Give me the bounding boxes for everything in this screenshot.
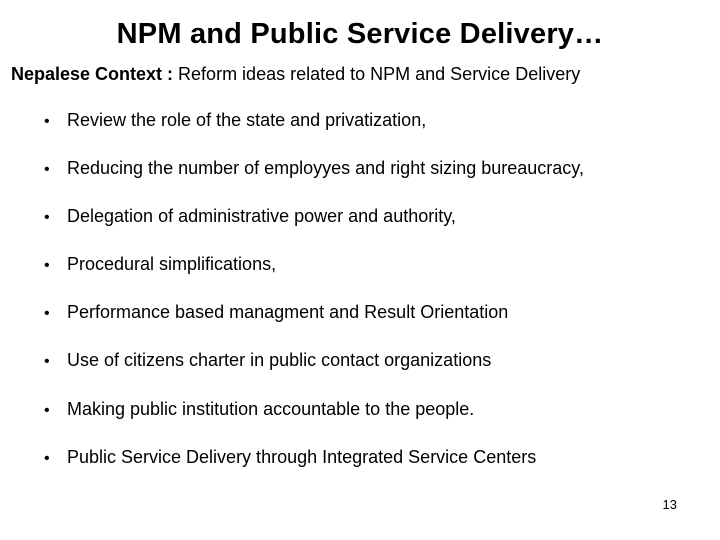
bullet-text: Delegation of administrative power and authority, (67, 206, 456, 227)
bullet-icon: • (44, 113, 50, 130)
bullet-list (44, 108, 584, 493)
bullet-item (44, 204, 584, 252)
bullet-item (44, 108, 584, 156)
bullet-text: Reducing the number of employyes and right sizing bureaucracy, (67, 158, 584, 179)
bullet-icon: • (44, 161, 50, 179)
bullet-text: Performance based managment and Result Orientation (67, 302, 509, 323)
bullet-icon: • (44, 257, 50, 275)
bullet-text: Use of citizens charter in public contact organizations (67, 350, 492, 371)
bullet-item (44, 156, 584, 204)
bullet-item (44, 397, 584, 445)
bullet-icon: • (44, 449, 50, 467)
bullet-item (44, 445, 584, 493)
bullet-text: Making public institution accountable to the people. (67, 398, 475, 419)
page-number: 13 (662, 497, 677, 512)
bullet-icon: • (44, 353, 50, 371)
bullet-item (44, 348, 584, 396)
bullet-text: Review the role of the state and privatization, (67, 110, 427, 130)
bullet-text: Procedural simplifications, (67, 254, 277, 275)
subtitle-text: Reform ideas related to NPM and Service Delivery (173, 64, 581, 84)
bullet-text: Public Service Delivery through Integrated Service Centers (67, 446, 537, 467)
bullet-icon: • (44, 209, 50, 227)
slide-subtitle (11, 62, 580, 86)
slide-title: NPM and Public Service Delivery… (116, 18, 604, 50)
bullet-item (44, 252, 584, 300)
bullet-item (44, 300, 584, 348)
bullet-icon: • (44, 401, 50, 419)
subtitle-label: Nepalese Context : (11, 64, 174, 84)
bullet-icon: • (44, 305, 50, 323)
